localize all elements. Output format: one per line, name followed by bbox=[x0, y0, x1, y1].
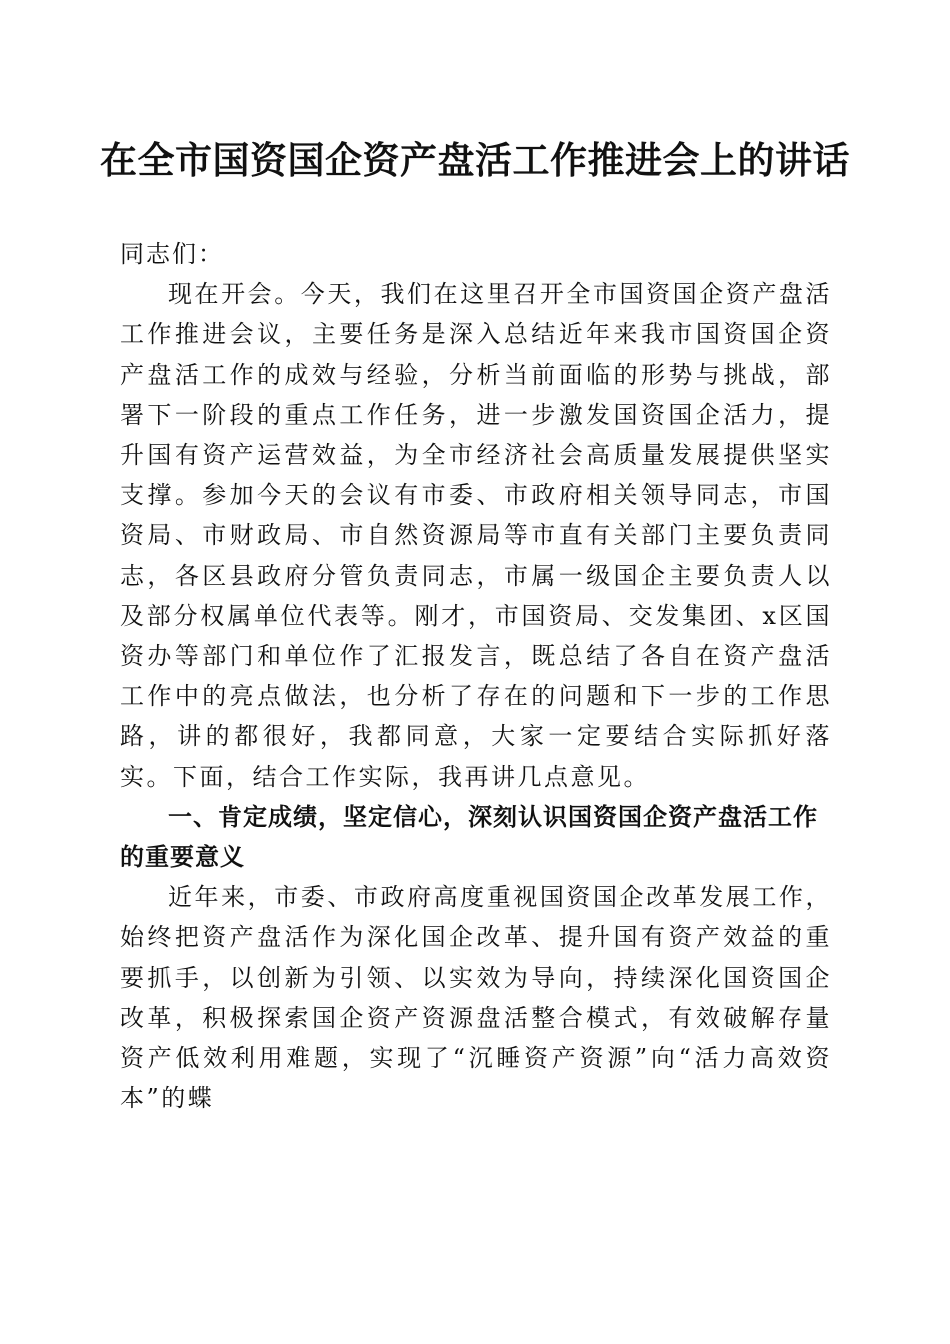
opening-paragraph: 现在开会。今天，我们在这里召开全市国资国企资产盘活工作推进会议，主要任务是深入总结近年来我市国资国企资产盘活工作的成效与经验，分析当前面临的形势与挑战，部署下一阶段的重点工作任务，进一步激发国资国企活力，提升国有资产运营效益，为全市经济社会高质量发展提供坚实支撑。参加今天的会议有市委、市政府相关领导同志，市国资局、市财政局、市自然资源局等市直有关部门主要负责同志，各区县政府分管负责同志，市属一级国企主要负责人以及部分权属单位代表等。刚才，市国资局、交发集团、x区国资办等部门和单位作了汇报发言，既总结了各自在资产盘活工作中的亮点做法，也分析了存在的问题和下一步的工作思路，讲的都很好，我都同意，大家一定要结合实际抓好落实。下面，结合工作实际，我再讲几点意见。 bbox=[120, 280, 832, 791]
salutation: 同志们： bbox=[120, 240, 224, 268]
document-title: 在全市国资国企资产盘活工作推进会上的讲话 bbox=[100, 138, 850, 182]
section-paragraph: 近年来，市委、市政府高度重视国资国企改革发展工作，始终把资产盘活作为深化国企改革、提升国有资产效益的重要抓手，以创新为引领、以实效为导向，持续深化国资国企改革，积极探索国企资产资源盘活整合模式，有效破解存量资产低效利用难题，实现了“沉睡资产资源”向“活力高效资本”的蝶 bbox=[120, 883, 832, 1113]
section-heading: 一、肯定成绩，坚定信心，深刻认识国资国企资产盘活工作的重要意义 bbox=[120, 802, 818, 872]
document-body bbox=[120, 234, 832, 1118]
